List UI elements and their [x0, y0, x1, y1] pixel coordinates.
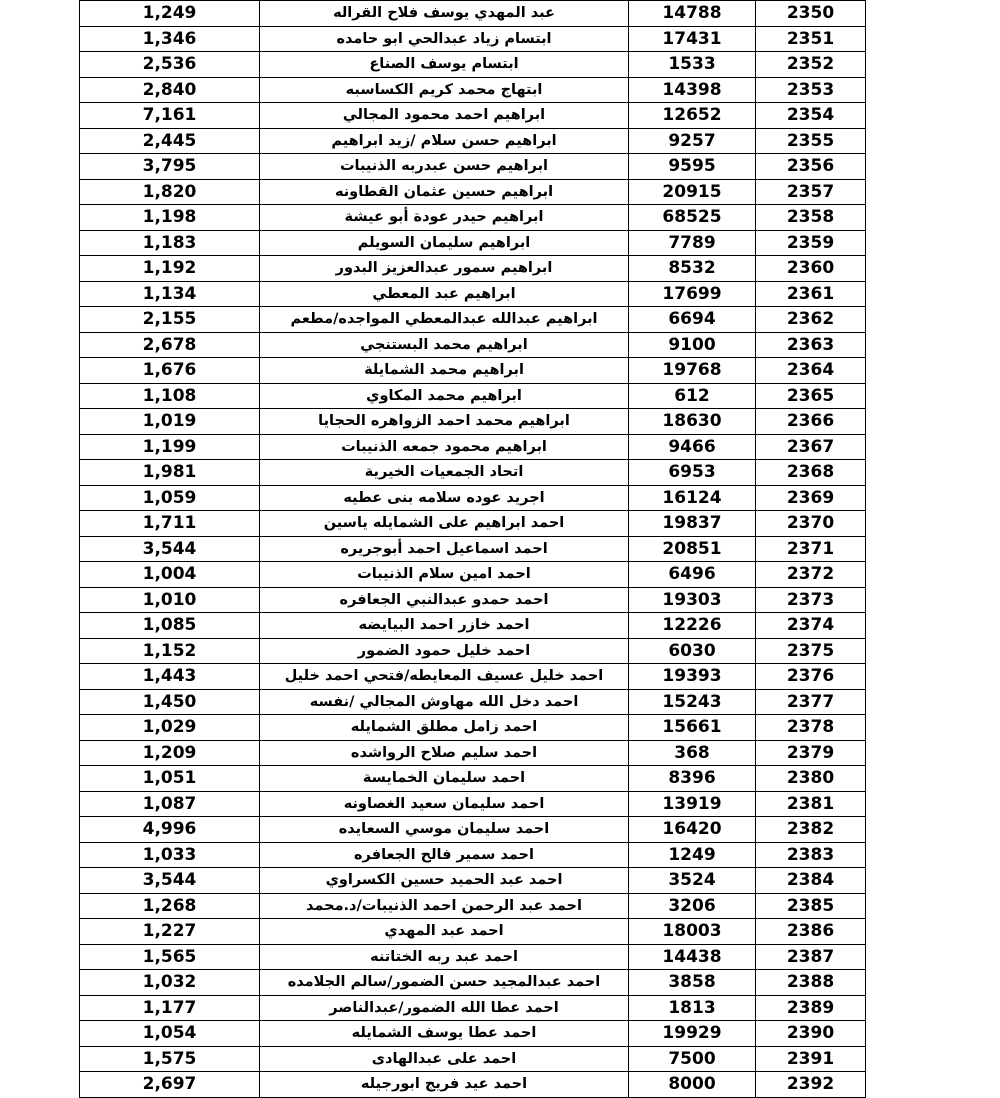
amount-cell: 1,192: [80, 256, 260, 282]
name-cell: احمد خازر احمد البيايضه: [260, 613, 629, 639]
name-cell: ابراهيم محمد البستنجي: [260, 332, 629, 358]
number-cell: 14398: [629, 77, 756, 103]
name-cell: احمد ابراهيم على الشمايله ياسين: [260, 511, 629, 537]
table-row: [80, 791, 866, 817]
number-cell: 16124: [629, 485, 756, 511]
name-cell: احمد سليمان موسي السعايده: [260, 817, 629, 843]
table-row: [80, 995, 866, 1021]
amount-cell: 2,155: [80, 307, 260, 333]
name-cell: ابراهيم سمور عبدالعزيز البدور: [260, 256, 629, 282]
number-cell: 6694: [629, 307, 756, 333]
number-cell: 17699: [629, 281, 756, 307]
amount-cell: 1,450: [80, 689, 260, 715]
records-table: [79, 0, 866, 1098]
name-cell: احمد عبد ربه الختاتنه: [260, 944, 629, 970]
amount-cell: 1,443: [80, 664, 260, 690]
number-cell: 6496: [629, 562, 756, 588]
sequence-cell: 2389: [756, 995, 866, 1021]
sequence-cell: 2385: [756, 893, 866, 919]
amount-cell: 1,676: [80, 358, 260, 384]
number-cell: 7500: [629, 1046, 756, 1072]
sequence-cell: 2366: [756, 409, 866, 435]
sequence-cell: 2367: [756, 434, 866, 460]
table-row: [80, 434, 866, 460]
sequence-cell: 2371: [756, 536, 866, 562]
number-cell: 3524: [629, 868, 756, 894]
amount-cell: 1,227: [80, 919, 260, 945]
number-cell: 3858: [629, 970, 756, 996]
name-cell: احمد خليل حمود الضمور: [260, 638, 629, 664]
amount-cell: 2,536: [80, 52, 260, 78]
sequence-cell: 2382: [756, 817, 866, 843]
sequence-cell: 2386: [756, 919, 866, 945]
table-row: [80, 689, 866, 715]
table-row: [80, 281, 866, 307]
number-cell: 14438: [629, 944, 756, 970]
name-cell: احمد حمدو عبدالنبي الجعافره: [260, 587, 629, 613]
sequence-cell: 2364: [756, 358, 866, 384]
table-row: [80, 817, 866, 843]
number-cell: 20915: [629, 179, 756, 205]
sequence-cell: 2378: [756, 715, 866, 741]
table-row: [80, 307, 866, 333]
sequence-cell: 2370: [756, 511, 866, 537]
name-cell: اجريد عوده سلامه بنى عطيه: [260, 485, 629, 511]
table-row: [80, 664, 866, 690]
table-row: [80, 230, 866, 256]
table-row: [80, 26, 866, 52]
table-row: [80, 893, 866, 919]
name-cell: احمد سمير فالح الجعافره: [260, 842, 629, 868]
sequence-cell: 2380: [756, 766, 866, 792]
number-cell: 8396: [629, 766, 756, 792]
number-cell: 18003: [629, 919, 756, 945]
number-cell: 612: [629, 383, 756, 409]
amount-cell: 1,004: [80, 562, 260, 588]
name-cell: احمد عطا الله الضمور/عبدالناصر: [260, 995, 629, 1021]
number-cell: 14788: [629, 1, 756, 27]
amount-cell: 1,054: [80, 1021, 260, 1047]
sequence-cell: 2368: [756, 460, 866, 486]
name-cell: احمد عطا يوسف الشمايله: [260, 1021, 629, 1047]
name-cell: ابتسام يوسف الصناع: [260, 52, 629, 78]
sequence-cell: 2384: [756, 868, 866, 894]
number-cell: 8000: [629, 1072, 756, 1098]
number-cell: 1813: [629, 995, 756, 1021]
number-cell: 6030: [629, 638, 756, 664]
sequence-cell: 2354: [756, 103, 866, 129]
amount-cell: 1,134: [80, 281, 260, 307]
amount-cell: 1,029: [80, 715, 260, 741]
number-cell: 20851: [629, 536, 756, 562]
table-row: [80, 460, 866, 486]
number-cell: 13919: [629, 791, 756, 817]
table-row: [80, 1072, 866, 1098]
name-cell: عبد المهدي يوسف فلاح القراله: [260, 1, 629, 27]
amount-cell: 1,575: [80, 1046, 260, 1072]
amount-cell: 2,445: [80, 128, 260, 154]
table-row: [80, 944, 866, 970]
number-cell: 19768: [629, 358, 756, 384]
amount-cell: 1,059: [80, 485, 260, 511]
sequence-cell: 2377: [756, 689, 866, 715]
name-cell: احمد اسماعيل احمد أبوجريره: [260, 536, 629, 562]
number-cell: 6953: [629, 460, 756, 486]
table-row: [80, 256, 866, 282]
amount-cell: 1,019: [80, 409, 260, 435]
records-table-body: [80, 1, 866, 1098]
amount-cell: 1,152: [80, 638, 260, 664]
sequence-cell: 2375: [756, 638, 866, 664]
name-cell: احمد عبد المهدي: [260, 919, 629, 945]
number-cell: 15661: [629, 715, 756, 741]
sequence-cell: 2362: [756, 307, 866, 333]
table-row: [80, 766, 866, 792]
table-row: [80, 842, 866, 868]
sequence-cell: 2359: [756, 230, 866, 256]
table-row: [80, 536, 866, 562]
number-cell: 68525: [629, 205, 756, 231]
number-cell: 19393: [629, 664, 756, 690]
number-cell: 12652: [629, 103, 756, 129]
amount-cell: 1,183: [80, 230, 260, 256]
table-row: [80, 179, 866, 205]
amount-cell: 1,087: [80, 791, 260, 817]
name-cell: احمد عبد الرحمن احمد الذنيبات/د.محمد: [260, 893, 629, 919]
amount-cell: 1,085: [80, 613, 260, 639]
table-row: [80, 77, 866, 103]
sequence-cell: 2372: [756, 562, 866, 588]
amount-cell: 1,032: [80, 970, 260, 996]
name-cell: احمد عيد فريج ابورجيله: [260, 1072, 629, 1098]
number-cell: 18630: [629, 409, 756, 435]
table-row: [80, 638, 866, 664]
amount-cell: 2,697: [80, 1072, 260, 1098]
table-row: [80, 358, 866, 384]
name-cell: احمد امين سلام الذنيبات: [260, 562, 629, 588]
amount-cell: 2,840: [80, 77, 260, 103]
table-row: [80, 103, 866, 129]
amount-cell: 4,996: [80, 817, 260, 843]
table-row: [80, 52, 866, 78]
sequence-cell: 2361: [756, 281, 866, 307]
number-cell: 9100: [629, 332, 756, 358]
number-cell: 3206: [629, 893, 756, 919]
sequence-cell: 2373: [756, 587, 866, 613]
name-cell: احمد خليل عسيف المعايطه/فتحي احمد خليل: [260, 664, 629, 690]
number-cell: 15243: [629, 689, 756, 715]
table-row: [80, 1046, 866, 1072]
table-row: [80, 409, 866, 435]
number-cell: 1533: [629, 52, 756, 78]
name-cell: ابراهيم سليمان السويلم: [260, 230, 629, 256]
table-row: [80, 383, 866, 409]
name-cell: احمد سليمان سعيد الغصاونه: [260, 791, 629, 817]
sequence-cell: 2358: [756, 205, 866, 231]
sequence-cell: 2352: [756, 52, 866, 78]
name-cell: احمد دخل الله مهاوش المجالي /نفسه: [260, 689, 629, 715]
name-cell: احمد زامل مطلق الشمايله: [260, 715, 629, 741]
table-row: [80, 613, 866, 639]
number-cell: 19303: [629, 587, 756, 613]
sequence-cell: 2357: [756, 179, 866, 205]
amount-cell: 1,209: [80, 740, 260, 766]
name-cell: ابراهيم محمود جمعه الذنيبات: [260, 434, 629, 460]
table-row: [80, 740, 866, 766]
sequence-cell: 2351: [756, 26, 866, 52]
number-cell: 19929: [629, 1021, 756, 1047]
number-cell: 16420: [629, 817, 756, 843]
table-row: [80, 332, 866, 358]
name-cell: اتحاد الجمعيات الخيرية: [260, 460, 629, 486]
number-cell: 12226: [629, 613, 756, 639]
amount-cell: 1,108: [80, 383, 260, 409]
amount-cell: 1,268: [80, 893, 260, 919]
name-cell: احمد سليم صلاح الرواشده: [260, 740, 629, 766]
name-cell: احمد عبد الحميد حسين الكسراوي: [260, 868, 629, 894]
sequence-cell: 2376: [756, 664, 866, 690]
name-cell: ابراهيم حسين عثمان القطاونه: [260, 179, 629, 205]
sequence-cell: 2387: [756, 944, 866, 970]
number-cell: 368: [629, 740, 756, 766]
table-row: [80, 1021, 866, 1047]
amount-cell: 1,346: [80, 26, 260, 52]
name-cell: ابتهاج محمد كريم الكساسبه: [260, 77, 629, 103]
amount-cell: 1,033: [80, 842, 260, 868]
table-row: [80, 154, 866, 180]
table-row: [80, 128, 866, 154]
sequence-cell: 2369: [756, 485, 866, 511]
name-cell: ابراهيم حسن عبدربه الذنيبات: [260, 154, 629, 180]
amount-cell: 1,051: [80, 766, 260, 792]
table-row: [80, 970, 866, 996]
sequence-cell: 2383: [756, 842, 866, 868]
number-cell: 9257: [629, 128, 756, 154]
sequence-cell: 2365: [756, 383, 866, 409]
name-cell: احمد عبدالمجيد حسن الضمور/سالم الجلامده: [260, 970, 629, 996]
table-row: [80, 205, 866, 231]
number-cell: 17431: [629, 26, 756, 52]
name-cell: ابراهيم محمد احمد الزواهره الحجايا: [260, 409, 629, 435]
amount-cell: 1,565: [80, 944, 260, 970]
amount-cell: 1,199: [80, 434, 260, 460]
amount-cell: 1,820: [80, 179, 260, 205]
sequence-cell: 2390: [756, 1021, 866, 1047]
table-row: [80, 485, 866, 511]
number-cell: 19837: [629, 511, 756, 537]
name-cell: احمد على عبدالهادى: [260, 1046, 629, 1072]
amount-cell: 3,544: [80, 868, 260, 894]
sequence-cell: 2391: [756, 1046, 866, 1072]
number-cell: 9466: [629, 434, 756, 460]
name-cell: ابراهيم عبد المعطي: [260, 281, 629, 307]
table-row: [80, 511, 866, 537]
name-cell: احمد سليمان الخمايسة: [260, 766, 629, 792]
name-cell: ابراهيم حسن سلام /زيد ابراهيم: [260, 128, 629, 154]
amount-cell: 1,249: [80, 1, 260, 27]
sequence-cell: 2388: [756, 970, 866, 996]
sequence-cell: 2381: [756, 791, 866, 817]
name-cell: ابراهيم محمد الشمايلة: [260, 358, 629, 384]
name-cell: ابراهيم محمد المكاوي: [260, 383, 629, 409]
table-row: [80, 562, 866, 588]
name-cell: ابتسام زياد عبدالحي ابو حامده: [260, 26, 629, 52]
amount-cell: 1,981: [80, 460, 260, 486]
sequence-cell: 2350: [756, 1, 866, 27]
table-row: [80, 1, 866, 27]
amount-cell: 3,544: [80, 536, 260, 562]
table-row: [80, 868, 866, 894]
sequence-cell: 2392: [756, 1072, 866, 1098]
amount-cell: 1,711: [80, 511, 260, 537]
sequence-cell: 2355: [756, 128, 866, 154]
table-row: [80, 587, 866, 613]
name-cell: ابراهيم حيدر عودة أبو عيشة: [260, 205, 629, 231]
table-row: [80, 715, 866, 741]
amount-cell: 3,795: [80, 154, 260, 180]
amount-cell: 1,198: [80, 205, 260, 231]
number-cell: 7789: [629, 230, 756, 256]
sequence-cell: 2353: [756, 77, 866, 103]
amount-cell: 2,678: [80, 332, 260, 358]
name-cell: ابراهيم عبدالله عبدالمعطي المواجده/مطعم: [260, 307, 629, 333]
number-cell: 8532: [629, 256, 756, 282]
table-row: [80, 919, 866, 945]
number-cell: 9595: [629, 154, 756, 180]
number-cell: 1249: [629, 842, 756, 868]
sequence-cell: 2363: [756, 332, 866, 358]
sequence-cell: 2360: [756, 256, 866, 282]
sequence-cell: 2356: [756, 154, 866, 180]
amount-cell: 7,161: [80, 103, 260, 129]
name-cell: ابراهيم احمد محمود المجالي: [260, 103, 629, 129]
amount-cell: 1,010: [80, 587, 260, 613]
amount-cell: 1,177: [80, 995, 260, 1021]
sequence-cell: 2374: [756, 613, 866, 639]
sequence-cell: 2379: [756, 740, 866, 766]
